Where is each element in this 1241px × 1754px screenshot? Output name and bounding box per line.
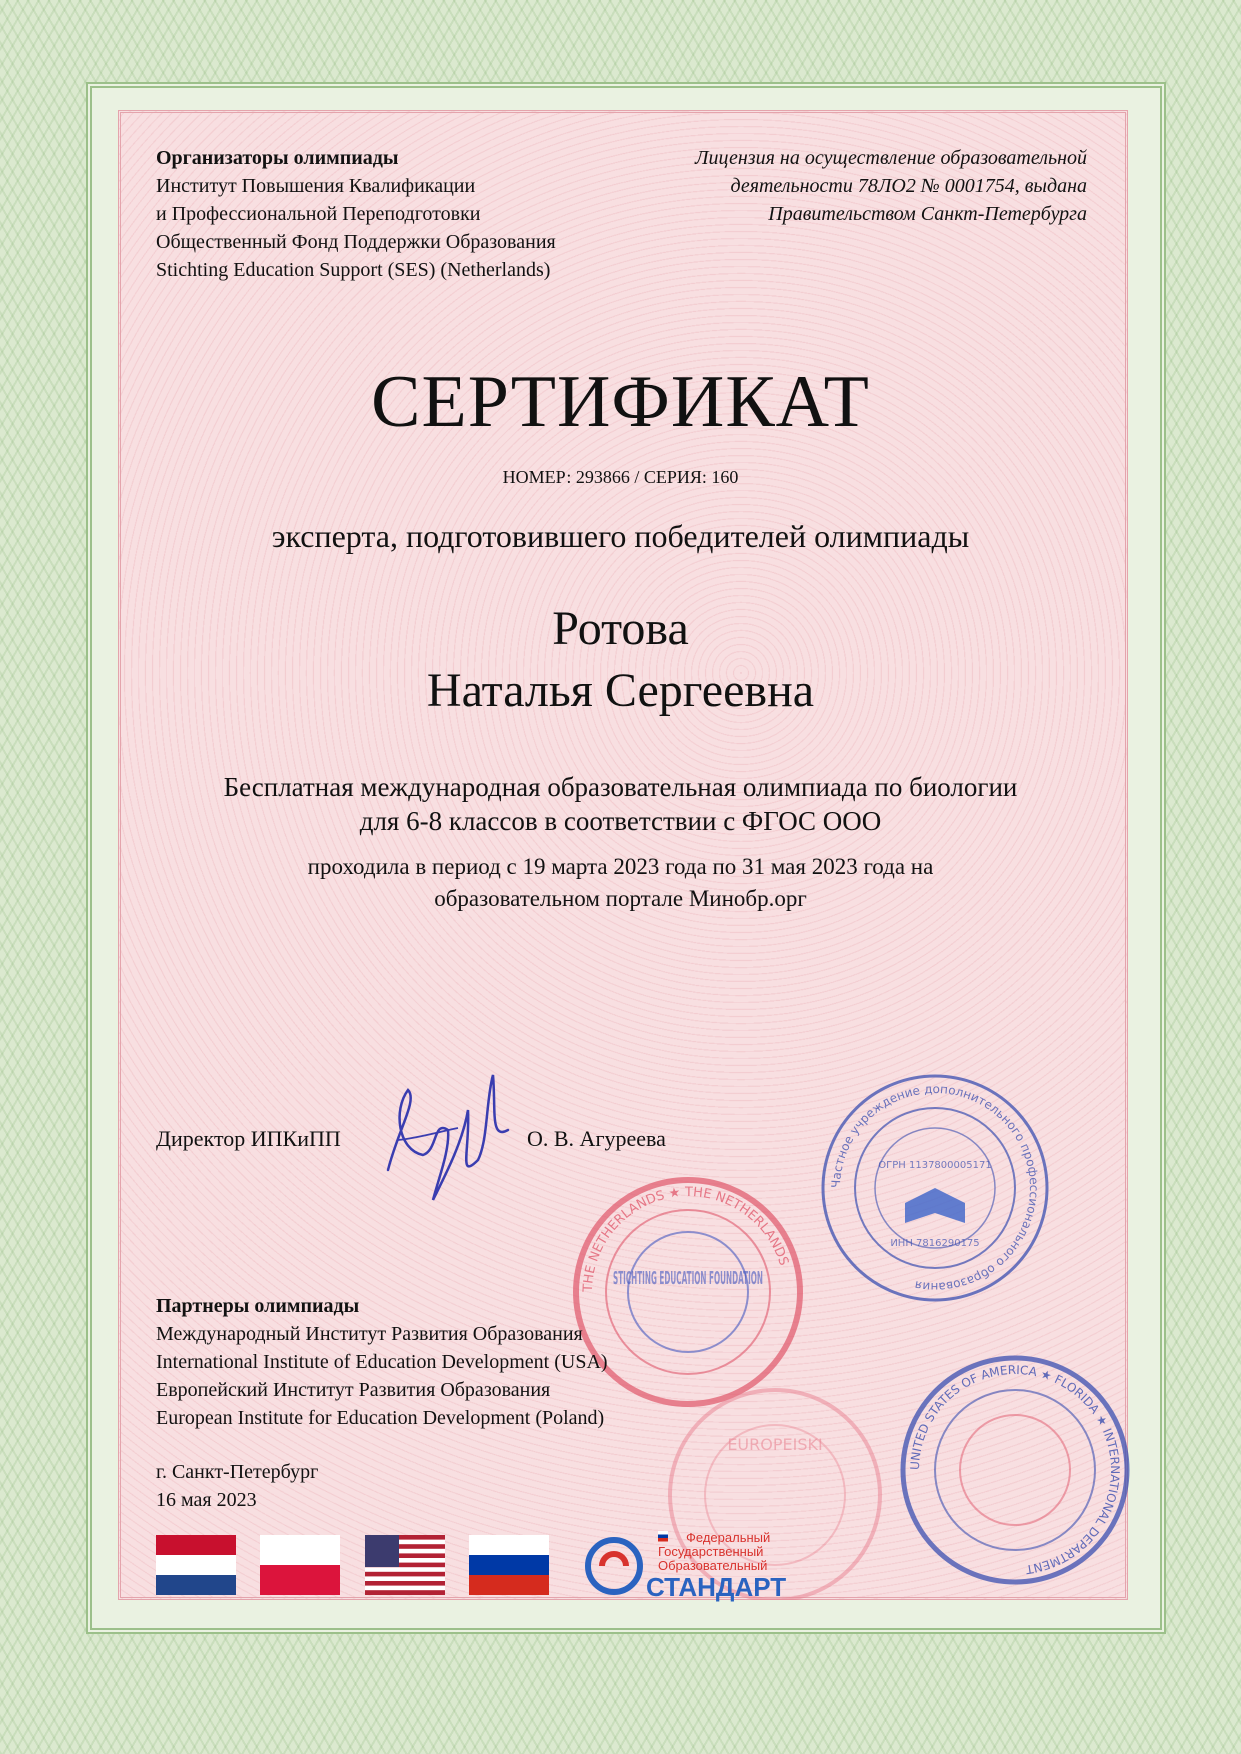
svg-text:THE NETHERLANDS ★ THE NETHERLA: THE NETHERLANDS ★ THE NETHERLANDS (580, 1184, 792, 1293)
place-date-block (156, 1458, 318, 1514)
usa-flag-icon (365, 1535, 445, 1595)
svg-text:Образовательный: Образовательный (658, 1558, 768, 1573)
partner-line: Европейский Институт Развития Образования (156, 1379, 551, 1401)
license-line: Правительством Санкт-Петербурга (768, 203, 1087, 225)
svg-text:UNITED STATES OF AMERICA ★ FLO: UNITED STATES OF AMERICA ★ FLORIDA ★ INTERNATIONAL DEPARTMENT (907, 1362, 1123, 1577)
olympiad-description (0, 770, 1241, 838)
partners-block (156, 1292, 608, 1432)
license-line: Лицензия на осуществление образовательной (694, 147, 1087, 169)
russia-flag-icon (469, 1535, 549, 1595)
certificate-title: СЕРТИФИКАТ (371, 361, 870, 443)
svg-text:STICHTING EDUCATION FOUNDATION: STICHTING EDUCATION FOUNDATION (613, 1268, 763, 1289)
organizer-line: Институт Повышения Квалификации (156, 175, 476, 197)
director-name: О. В. Агуреева (527, 1126, 666, 1151)
svg-text:ОГРН 1137800005171: ОГРН 1137800005171 (878, 1160, 992, 1171)
svg-text:Федеральный: Федеральный (686, 1530, 771, 1545)
svg-text:Частное учреждение дополнитель: Частное учреждение дополнительного профессионального образования (828, 1081, 1042, 1295)
fgos-logo-icon (582, 1526, 802, 1602)
recipient-name (0, 598, 1241, 722)
certificate-subtitle: эксперта, подготовившего победителей олимпиады (271, 518, 970, 554)
recipient-given-names: Наталья Сергеевна (426, 664, 815, 717)
svg-text:Государственный: Государственный (658, 1544, 764, 1559)
svg-text:СТАНДАРТ: СТАНДАРТ (646, 1572, 787, 1602)
recipient-surname: Ротова (552, 602, 689, 655)
period-line: проходила в период с 19 марта 2023 года по 31 мая 2023 года на (307, 854, 934, 879)
svg-text:ИНН 7816290175: ИНН 7816290175 (890, 1238, 980, 1249)
certificate-serial: НОМЕР: 293866 / СЕРИЯ: 160 (502, 467, 739, 487)
organizer-line: Общественный Фонд Поддержки Образования (156, 231, 556, 253)
organizer-line: Stichting Education Support (SES) (Netherlands) (156, 259, 551, 281)
partner-line: International Institute of Education Development (USA) (156, 1351, 608, 1373)
netherlands-flag-icon (156, 1535, 236, 1595)
city: г. Санкт-Петербург (156, 1461, 319, 1483)
license-line: деятельности 78ЛО2 № 0001754, выдана (730, 175, 1087, 197)
ipk-stamp-icon (815, 1068, 1055, 1308)
olympiad-period (0, 851, 1241, 915)
director-role: Директор ИПКиПП (156, 1126, 341, 1151)
signature-icon (378, 1070, 528, 1210)
partner-line: Международный Институт Развития Образования (156, 1323, 583, 1345)
florida-stamp-icon (895, 1350, 1135, 1590)
partners-heading: Партнеры олимпиады (156, 1295, 360, 1317)
olympiad-line: Бесплатная международная образовательная олимпиада по биологии (223, 772, 1018, 802)
issue-date: 16 мая 2023 (156, 1489, 257, 1511)
period-line: образовательном портале Минобр.орг (434, 886, 807, 911)
partner-line: European Institute for Education Development (Poland) (156, 1407, 605, 1429)
svg-text:EUROPEISKI: EUROPEISKI (727, 1435, 823, 1454)
organizers-heading: Организаторы олимпиады (156, 147, 399, 169)
olympiad-line: для 6-8 классов в соответствии с ФГОС ООО (359, 806, 882, 836)
organizer-line: и Профессиональной Переподготовки (156, 203, 481, 225)
organizers-block (156, 144, 556, 284)
poland-flag-icon (260, 1535, 340, 1595)
license-block (607, 144, 1087, 228)
